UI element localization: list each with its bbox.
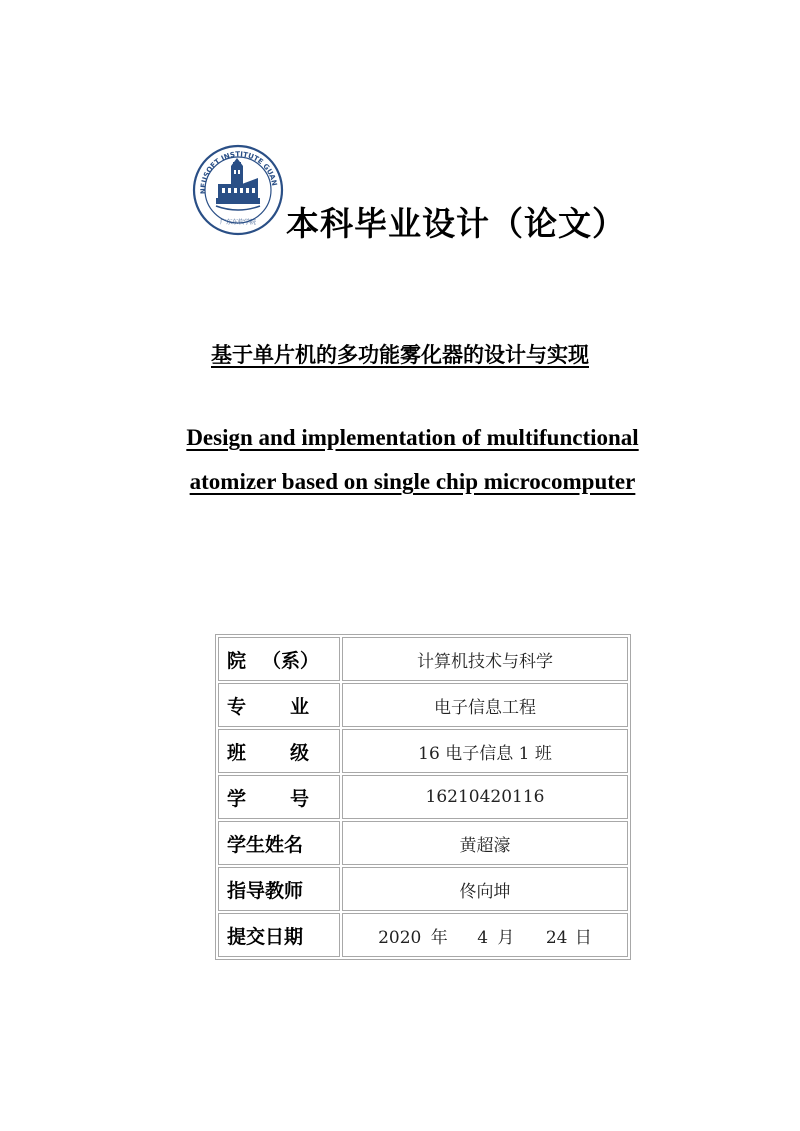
table-row-advisor [218, 867, 628, 911]
institution-seal-icon [192, 144, 284, 236]
label-department: 院 （系） [218, 637, 340, 681]
label-advisor: 指导教师 [218, 867, 340, 911]
label-submit-date: 提交日期 [218, 913, 340, 957]
label-class: 班 级 [218, 729, 340, 773]
svg-text:NEUSOFT INSTITUTE GUANGDONG: NEUSOFT INSTITUTE GUAN [199, 150, 279, 195]
date-year: 2020 [378, 927, 422, 948]
table-row-department [218, 637, 628, 681]
document-type-title: 本科毕业设计（论文） [286, 204, 626, 243]
date-day: 24 [545, 927, 568, 948]
value-department: 计算机技术与科学 [342, 637, 628, 681]
table-row-student-id [218, 775, 628, 819]
thesis-title-english-line-1-text: Design and implementation of multifunctional [186, 425, 639, 450]
value-advisor: 佟向坤 [342, 867, 628, 911]
value-major: 电子信息工程 [342, 683, 628, 727]
thesis-title-english-line-2-text: atomizer based on single chip microcomputer [189, 469, 636, 494]
thesis-title-english-line-2 [0, 469, 800, 495]
date-month-unit: 月 [497, 927, 515, 948]
table-row-submit-date [218, 913, 628, 957]
thesis-title-english-line-1 [0, 425, 800, 451]
date-day-unit: 日 [574, 927, 592, 948]
institution-logo [192, 144, 284, 236]
value-student-id: 16210420116 [342, 775, 628, 819]
label-major: 专 业 [218, 683, 340, 727]
value-student-name: 黄超濠 [342, 821, 628, 865]
value-submit-date [342, 913, 628, 957]
label-student-id: 学 号 [218, 775, 340, 819]
value-class: 16 电子信息 1 班 [342, 729, 628, 773]
thesis-title-chinese [0, 339, 800, 369]
label-student-name: 学生姓名 [218, 821, 340, 865]
thesis-title-chinese-text: 基于单片机的多功能雾化器的设计与实现 [211, 343, 589, 367]
table-row-student-name [218, 821, 628, 865]
svg-text:广东东软学院: 广东东软学院 [219, 219, 257, 226]
table-row-class [218, 729, 628, 773]
date-year-unit: 年 [430, 927, 448, 948]
table-row-major [218, 683, 628, 727]
date-month: 4 [477, 927, 489, 948]
student-info-table [215, 634, 631, 960]
